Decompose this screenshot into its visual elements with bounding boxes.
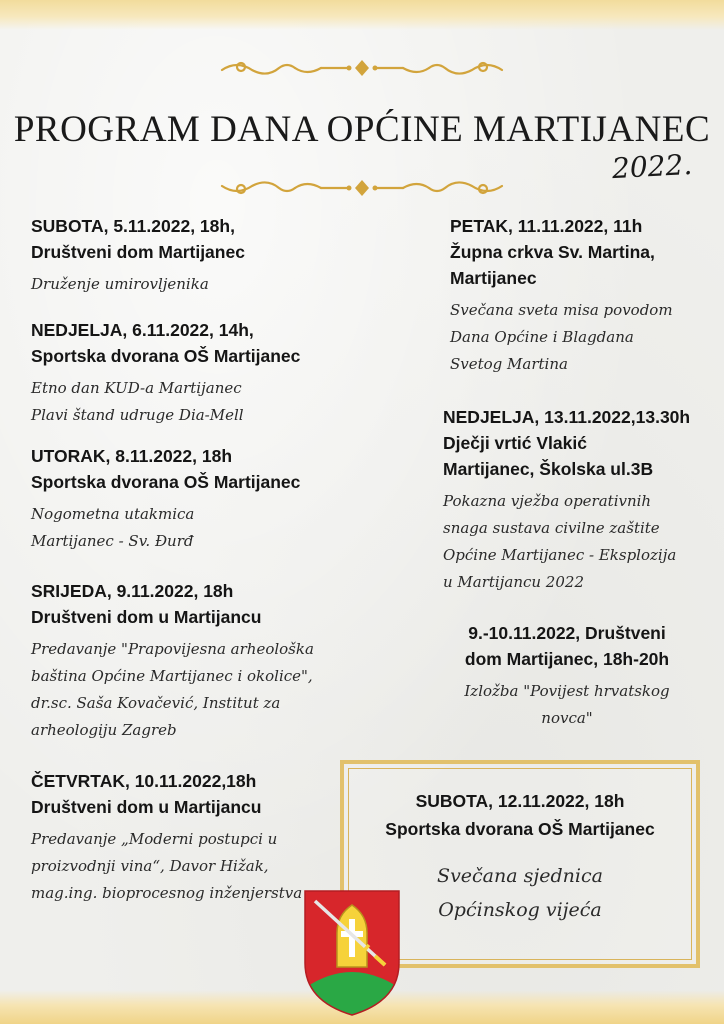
event-subota-5-11 bbox=[31, 213, 245, 298]
event-heading: UTORAK, 8.11.2022, 18h Sportska dvorana OŠ Martijanec bbox=[31, 446, 301, 492]
event-heading: SRIJEDA, 9.11.2022, 18h Društveni dom u Martijancu bbox=[31, 581, 262, 627]
coat-of-arms-icon bbox=[303, 889, 401, 1017]
ornament-divider-bottom-icon bbox=[217, 176, 507, 200]
year-label: 2022. bbox=[611, 147, 693, 186]
event-nedjelja-13-11 bbox=[443, 404, 690, 596]
highlight-desc-line-2: Općinskog vijeća bbox=[438, 899, 602, 921]
event-srijeda-9-11 bbox=[31, 578, 314, 744]
highlight-desc-line-1: Svečana sjednica bbox=[437, 865, 603, 887]
event-description: Druženje umirovljenika bbox=[31, 275, 209, 293]
ornament-divider-top-icon bbox=[217, 56, 507, 80]
event-heading: PETAK, 11.11.2022, 11h Župna crkva Sv. Martina, Martijanec bbox=[450, 216, 655, 288]
event-nedjelja-6-11 bbox=[31, 317, 300, 429]
event-description: Predavanje „Moderni postupci u proizvodnji vina“, Davor Hižak, mag.ing. bioprocesnog inženjerstva bbox=[31, 830, 303, 902]
event-description: Nogometna utakmica Martijanec - Sv. Đurđ bbox=[31, 505, 195, 550]
event-description: Svečana sveta misa povodom Dana Općine i Blagdana Svetog Martina bbox=[450, 301, 673, 373]
event-heading: NEDJELJA, 6.11.2022, 14h, Sportska dvorana OŠ Martijanec bbox=[31, 320, 301, 366]
event-heading: NEDJELJA, 13.11.2022,13.30h Dječji vrtić Vlakić Martijanec, Školska ul.3B bbox=[443, 407, 691, 479]
event-description: Izložba "Povijest hrvatskog novca" bbox=[464, 682, 670, 727]
torn-edge-top bbox=[0, 0, 724, 30]
event-description: Etno dan KUD-a Martijanec Plavi štand udruge Dia-Mell bbox=[31, 379, 244, 424]
event-description: Predavanje "Prapovijesna arheološka baština Općine Martijanec i okolice", dr.sc. Saša Kovačević, Institut za arheologiju Zagreb bbox=[31, 640, 314, 739]
event-cetvrtak-10-11 bbox=[31, 768, 302, 907]
event-utorak-8-11 bbox=[31, 443, 300, 555]
event-izlozba-9-10-11 bbox=[434, 620, 700, 732]
event-description: Pokazna vježba operativnih snaga sustava civilne zaštite Općine Martijanec - Eksplozija u Martijancu 2022 bbox=[443, 492, 677, 591]
event-heading: 9.-10.11.2022, Društveni dom Martijanec, 18h-20h bbox=[464, 623, 670, 669]
highlight-heading-line-1: SUBOTA, 12.11.2022, 18h bbox=[415, 791, 625, 811]
event-heading: ČETVRTAK, 10.11.2022,18h Društveni dom u Martijancu bbox=[31, 771, 262, 817]
event-heading: SUBOTA, 5.11.2022, 18h, Društveni dom Martijanec bbox=[31, 216, 245, 262]
highlight-heading-line-2: Sportska dvorana OŠ Martijanec bbox=[385, 819, 655, 839]
event-petak-11-11 bbox=[450, 213, 673, 378]
page-title: PROGRAM DANA OPĆINE MARTIJANEC bbox=[13, 109, 711, 150]
